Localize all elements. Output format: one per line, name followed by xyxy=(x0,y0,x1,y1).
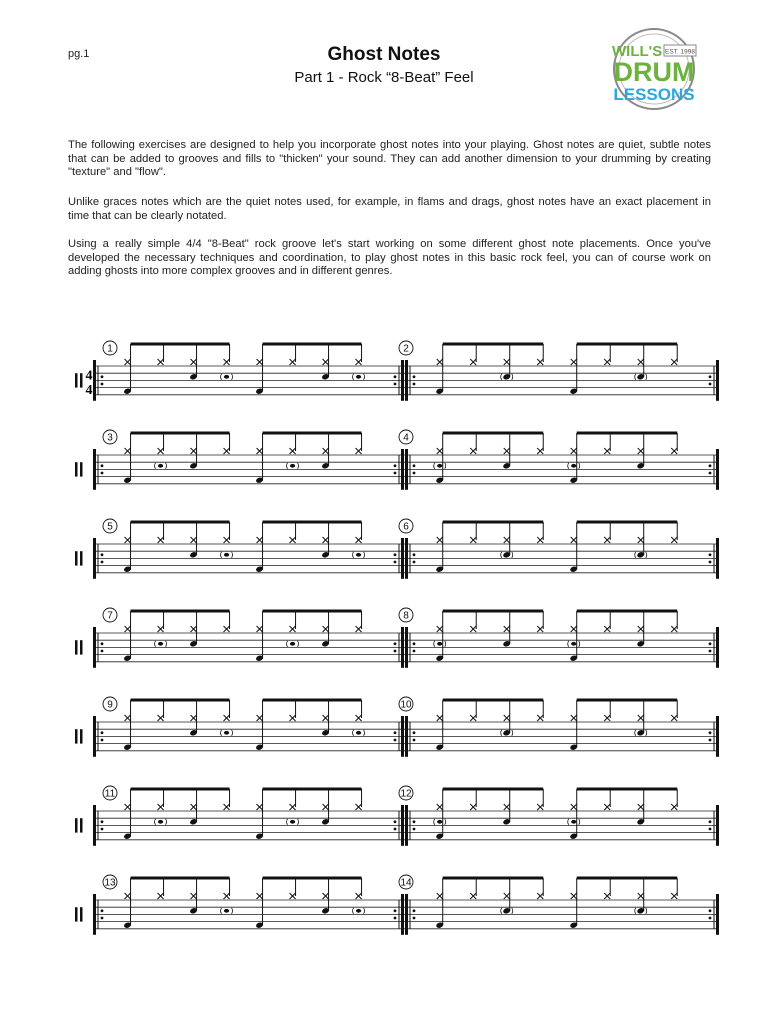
repeat-dot xyxy=(101,739,104,742)
ghost-bracket xyxy=(501,374,502,380)
ghost-note xyxy=(638,375,643,379)
ghost-note xyxy=(437,464,442,468)
percussion-clef xyxy=(80,462,83,476)
ghost-note xyxy=(356,909,361,913)
ghost-bracket xyxy=(287,641,288,647)
ghost-bracket xyxy=(298,463,299,469)
ghost-bracket xyxy=(512,552,513,558)
ghost-bracket xyxy=(512,374,513,380)
grace-notes-paragraph: Unlike graces notes which are the quiet notes used, for example, in flams and drags, ghost notes have an exact placement in time that can be clearly notated. xyxy=(68,196,711,222)
notation-row xyxy=(75,519,719,579)
percussion-clef xyxy=(80,640,83,654)
repeat-dot xyxy=(709,464,712,467)
ghost-bracket xyxy=(501,552,502,558)
ghost-bracket xyxy=(232,552,233,558)
repeat-dot xyxy=(394,828,397,831)
exercise-number: 9 xyxy=(107,699,113,711)
percussion-clef xyxy=(75,551,78,565)
ghost-note xyxy=(356,553,361,557)
ghost-note xyxy=(571,642,576,646)
repeat-bar-thick xyxy=(93,894,96,935)
groove-paragraph: Using a really simple 4/4 "8-Beat" rock groove let's start working on some different ghost note placements. Once you've developed the necessary techniques and coordination, to play ghost notes in this basic rock feel, you can of course work on adding ghosts into more complex grooves and in different genres. xyxy=(68,238,711,278)
repeat-dot xyxy=(709,561,712,564)
ghost-bracket xyxy=(364,374,365,380)
ghost-note xyxy=(224,909,229,913)
ghost-bracket xyxy=(445,463,446,469)
repeat-bar-thick xyxy=(716,716,719,757)
repeat-dot xyxy=(413,561,416,564)
ghost-bracket xyxy=(501,908,502,914)
ghost-bracket xyxy=(221,552,222,558)
ghost-bracket xyxy=(232,730,233,736)
ghost-bracket xyxy=(635,552,636,558)
repeat-dot xyxy=(709,917,712,920)
ghost-note xyxy=(571,464,576,468)
repeat-dot xyxy=(413,731,416,734)
ghost-bracket xyxy=(568,641,569,647)
logo-text-top: WILL'S xyxy=(612,43,663,60)
repeat-bar-thick xyxy=(716,627,719,668)
repeat-bar-thick xyxy=(93,716,96,757)
repeat-dot xyxy=(101,650,104,653)
repeat-bar-thick xyxy=(401,894,404,935)
ghost-bracket xyxy=(221,374,222,380)
repeat-bar-thick xyxy=(401,538,404,579)
notation-row xyxy=(75,430,719,490)
repeat-dot xyxy=(709,909,712,912)
repeat-dot xyxy=(394,375,397,378)
repeat-bar-thick xyxy=(93,538,96,579)
ghost-note xyxy=(290,820,295,824)
notation-row xyxy=(75,875,719,935)
repeat-bar-thick xyxy=(716,805,719,846)
ghost-bracket xyxy=(579,819,580,825)
ghost-bracket xyxy=(232,908,233,914)
ghost-bracket xyxy=(579,641,580,647)
time-signature-bottom: 4 xyxy=(85,383,93,399)
repeat-dot xyxy=(394,553,397,556)
repeat-dot xyxy=(709,472,712,475)
ghost-bracket xyxy=(364,908,365,914)
repeat-dot xyxy=(709,731,712,734)
logo-text-bottom: LESSONS xyxy=(613,85,695,104)
repeat-dot xyxy=(394,820,397,823)
ghost-bracket xyxy=(501,730,502,736)
exercise-number: 5 xyxy=(107,521,113,533)
exercise-number: 14 xyxy=(400,877,412,889)
percussion-clef xyxy=(75,373,78,387)
repeat-dot xyxy=(709,642,712,645)
ghost-bracket xyxy=(287,819,288,825)
ghost-note xyxy=(224,731,229,735)
repeat-dot xyxy=(413,909,416,912)
ghost-bracket xyxy=(166,641,167,647)
ghost-bracket xyxy=(646,908,647,914)
logo-est: EST. 1998 xyxy=(665,48,695,56)
repeat-dot xyxy=(101,642,104,645)
repeat-bar-thick xyxy=(93,627,96,668)
repeat-dot xyxy=(709,375,712,378)
repeat-dot xyxy=(101,820,104,823)
exercise-number: 10 xyxy=(400,699,412,711)
repeat-dot xyxy=(101,828,104,831)
repeat-bar-thick xyxy=(401,805,404,846)
exercise-number: 2 xyxy=(403,343,409,355)
exercise-number: 12 xyxy=(400,788,412,800)
percussion-clef xyxy=(80,907,83,921)
ghost-note xyxy=(638,553,643,557)
ghost-note xyxy=(158,464,163,468)
ghost-bracket xyxy=(579,463,580,469)
repeat-bar-thick xyxy=(405,449,408,490)
ghost-note xyxy=(158,642,163,646)
ghost-note xyxy=(504,553,509,557)
ghost-bracket xyxy=(635,730,636,736)
repeat-bar-thick xyxy=(93,449,96,490)
exercise-number: 4 xyxy=(403,432,409,444)
ghost-note xyxy=(638,909,643,913)
percussion-clef xyxy=(75,640,78,654)
repeat-dot xyxy=(413,383,416,386)
ghost-note xyxy=(158,820,163,824)
repeat-dot xyxy=(394,650,397,653)
notation-row xyxy=(75,786,719,846)
exercise-number: 6 xyxy=(403,521,409,533)
repeat-bar-thick xyxy=(716,449,719,490)
ghost-bracket xyxy=(646,552,647,558)
ghost-note xyxy=(356,375,361,379)
exercise-number: 13 xyxy=(104,877,116,889)
ghost-bracket xyxy=(298,819,299,825)
ghost-note xyxy=(290,464,295,468)
ghost-bracket xyxy=(155,819,156,825)
repeat-dot xyxy=(413,472,416,475)
repeat-dot xyxy=(394,464,397,467)
ghost-bracket xyxy=(221,908,222,914)
repeat-dot xyxy=(709,828,712,831)
percussion-clef xyxy=(80,373,83,387)
percussion-clef xyxy=(75,729,78,743)
repeat-dot xyxy=(413,375,416,378)
ghost-bracket xyxy=(166,819,167,825)
repeat-dot xyxy=(413,650,416,653)
ghost-bracket xyxy=(635,908,636,914)
ghost-bracket xyxy=(635,374,636,380)
ghost-bracket xyxy=(232,374,233,380)
notation-row xyxy=(75,697,719,757)
ghost-bracket xyxy=(646,374,647,380)
repeat-dot xyxy=(413,642,416,645)
repeat-bar-thick xyxy=(401,716,404,757)
repeat-dot xyxy=(709,383,712,386)
repeat-bar-thick xyxy=(401,360,404,401)
repeat-bar-thick xyxy=(716,360,719,401)
percussion-clef xyxy=(75,462,78,476)
repeat-dot xyxy=(101,553,104,556)
repeat-bar-thick xyxy=(405,716,408,757)
repeat-dot xyxy=(101,472,104,475)
ghost-note xyxy=(224,375,229,379)
ghost-bracket xyxy=(155,463,156,469)
repeat-dot xyxy=(709,553,712,556)
repeat-dot xyxy=(709,650,712,653)
ghost-bracket xyxy=(353,374,354,380)
ghost-bracket xyxy=(568,819,569,825)
ghost-bracket xyxy=(353,730,354,736)
ghost-bracket xyxy=(568,463,569,469)
ghost-note xyxy=(356,731,361,735)
repeat-dot xyxy=(394,642,397,645)
repeat-dot xyxy=(394,731,397,734)
repeat-dot xyxy=(709,820,712,823)
exercise-number: 7 xyxy=(107,610,113,622)
ghost-bracket xyxy=(434,641,435,647)
ghost-bracket xyxy=(434,819,435,825)
ghost-bracket xyxy=(221,730,222,736)
repeat-dot xyxy=(101,909,104,912)
ghost-bracket xyxy=(353,908,354,914)
exercise-number: 1 xyxy=(107,343,113,355)
repeat-bar-thick xyxy=(405,360,408,401)
percussion-clef xyxy=(80,729,83,743)
ghost-bracket xyxy=(434,463,435,469)
repeat-dot xyxy=(413,553,416,556)
repeat-bar-thick xyxy=(716,538,719,579)
page-number: pg.1 xyxy=(68,48,90,60)
percussion-clef xyxy=(75,907,78,921)
percussion-clef xyxy=(75,818,78,832)
exercise-number: 11 xyxy=(104,788,116,800)
ghost-bracket xyxy=(298,641,299,647)
repeat-bar-thick xyxy=(93,360,96,401)
ghost-note xyxy=(504,375,509,379)
repeat-dot xyxy=(413,464,416,467)
intro-paragraph: The following exercises are designed to help you incorporate ghost notes into your playing. Ghost notes are quiet, subtle notes that can be added to grooves and fills to "thicken" your sound. They can add another dimension to your drumming by creating "texture" and "flow". xyxy=(68,139,711,179)
ghost-bracket xyxy=(646,730,647,736)
notation-row xyxy=(75,608,719,668)
repeat-dot xyxy=(394,739,397,742)
repeat-dot xyxy=(394,383,397,386)
ghost-bracket xyxy=(166,463,167,469)
page-title: Ghost Notes xyxy=(327,44,441,65)
repeat-dot xyxy=(413,828,416,831)
ghost-note xyxy=(224,553,229,557)
ghost-bracket xyxy=(512,730,513,736)
repeat-bar-thick xyxy=(405,805,408,846)
notation-row xyxy=(75,341,719,401)
repeat-dot xyxy=(101,464,104,467)
repeat-dot xyxy=(101,375,104,378)
ghost-bracket xyxy=(445,819,446,825)
logo-text-mid: DRUM xyxy=(613,57,695,87)
repeat-dot xyxy=(394,561,397,564)
ghost-bracket xyxy=(445,641,446,647)
ghost-bracket xyxy=(155,641,156,647)
exercise-number: 3 xyxy=(107,432,113,444)
percussion-clef xyxy=(80,818,83,832)
time-signature-top: 4 xyxy=(85,368,93,384)
ghost-bracket xyxy=(353,552,354,558)
repeat-dot xyxy=(394,472,397,475)
repeat-bar-thick xyxy=(716,894,719,935)
repeat-bar-thick xyxy=(405,538,408,579)
ghost-note xyxy=(504,909,509,913)
exercise-number: 8 xyxy=(403,610,409,622)
ghost-note xyxy=(571,820,576,824)
repeat-dot xyxy=(101,383,104,386)
repeat-dot xyxy=(413,917,416,920)
repeat-bar-thick xyxy=(93,805,96,846)
ghost-bracket xyxy=(512,908,513,914)
repeat-bar-thick xyxy=(401,449,404,490)
repeat-bar-thick xyxy=(401,627,404,668)
ghost-note xyxy=(638,731,643,735)
repeat-dot xyxy=(413,739,416,742)
repeat-dot xyxy=(101,561,104,564)
ghost-bracket xyxy=(364,730,365,736)
repeat-dot xyxy=(101,917,104,920)
ghost-note xyxy=(504,731,509,735)
ghost-note xyxy=(437,820,442,824)
ghost-note xyxy=(437,642,442,646)
repeat-dot xyxy=(101,731,104,734)
ghost-note xyxy=(290,642,295,646)
page-subtitle: Part 1 - Rock “8-Beat” Feel xyxy=(294,69,474,86)
repeat-dot xyxy=(413,820,416,823)
ghost-bracket xyxy=(287,463,288,469)
repeat-dot xyxy=(394,917,397,920)
ghost-bracket xyxy=(364,552,365,558)
repeat-dot xyxy=(709,739,712,742)
repeat-dot xyxy=(394,909,397,912)
percussion-clef xyxy=(80,551,83,565)
repeat-bar-thick xyxy=(405,627,408,668)
repeat-bar-thick xyxy=(405,894,408,935)
